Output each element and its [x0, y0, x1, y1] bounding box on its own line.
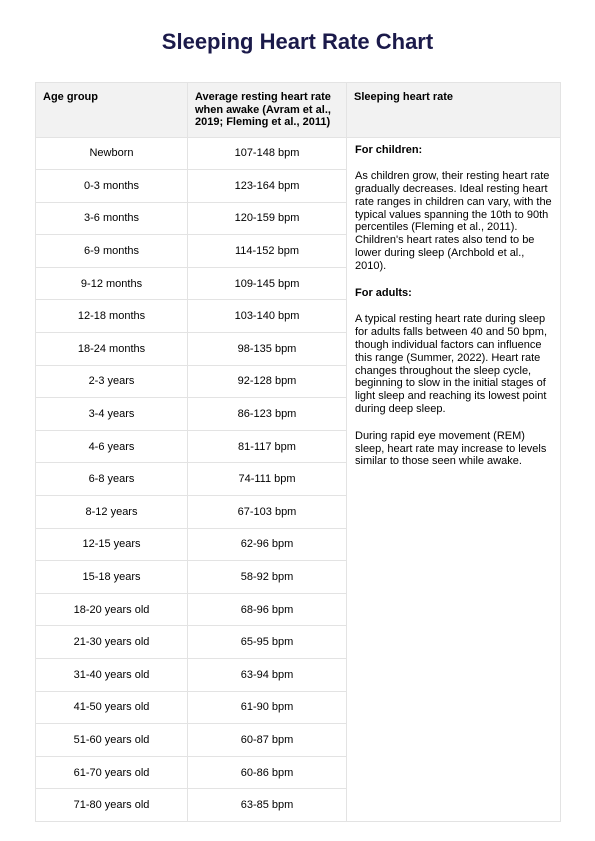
adults-heading: For adults: — [355, 286, 412, 299]
age-cell: 3-6 months — [36, 202, 188, 235]
header-sleeping-rate: Sleeping heart rate — [347, 83, 561, 138]
rate-cell: 62-96 bpm — [188, 528, 347, 561]
rate-cell: 123-164 bpm — [188, 170, 347, 203]
page-title: Sleeping Heart Rate Chart — [161, 29, 434, 54]
header-age-group: Age group — [36, 83, 188, 138]
age-cell: 2-3 years — [36, 365, 188, 398]
rate-cell: 67-103 bpm — [188, 496, 347, 529]
table-row — [36, 137, 561, 170]
rate-cell: 60-86 bpm — [188, 756, 347, 789]
age-cell: 18-20 years old — [36, 593, 188, 626]
rate-cell: 58-92 bpm — [188, 561, 347, 594]
age-cell: 8-12 years — [36, 496, 188, 529]
age-cell: 71-80 years old — [36, 789, 188, 822]
sleeping-notes-cell — [347, 137, 561, 821]
rate-cell: 63-94 bpm — [188, 659, 347, 692]
age-cell: 0-3 months — [36, 170, 188, 203]
age-cell: 4-6 years — [36, 430, 188, 463]
rem-text: During rapid eye movement (REM) sleep, heart rate may increase to levels similar to those seen while awake. — [355, 429, 547, 468]
header-awake-rate: Average resting heart rate when awake (Avram et al., 2019; Fleming et al., 2011) — [188, 83, 347, 138]
rate-cell: 74-111 bpm — [188, 463, 347, 496]
rate-cell: 86-123 bpm — [188, 398, 347, 431]
rate-cell: 61-90 bpm — [188, 691, 347, 724]
rate-cell: 81-117 bpm — [188, 430, 347, 463]
rate-cell: 98-135 bpm — [188, 333, 347, 366]
age-cell: 6-8 years — [36, 463, 188, 496]
age-cell: 51-60 years old — [36, 724, 188, 757]
heart-rate-table — [35, 82, 561, 822]
rate-cell: 103-140 bpm — [188, 300, 347, 333]
age-cell: 31-40 years old — [36, 659, 188, 692]
age-cell: 9-12 months — [36, 267, 188, 300]
rate-cell: 107-148 bpm — [188, 137, 347, 170]
rate-cell: 92-128 bpm — [188, 365, 347, 398]
table-header-row — [36, 83, 561, 138]
table-body — [36, 137, 561, 821]
age-cell: 61-70 years old — [36, 756, 188, 789]
age-cell: 12-15 years — [36, 528, 188, 561]
age-cell: 21-30 years old — [36, 626, 188, 659]
age-cell: 15-18 years — [36, 561, 188, 594]
age-cell: 12-18 months — [36, 300, 188, 333]
rate-cell: 120-159 bpm — [188, 202, 347, 235]
children-text: As children grow, their resting heart rate gradually decreases. Ideal resting heart rate ranges in children can vary, with the typical values spanning the 10th to 90th percentiles (Fleming et al., 2011). Children's heart rates also tend to be lower during sleep (Archbold et al., 2010). — [355, 170, 552, 272]
rate-cell: 65-95 bpm — [188, 626, 347, 659]
age-cell: 3-4 years — [36, 398, 188, 431]
age-cell: 18-24 months — [36, 333, 188, 366]
rate-cell: 60-87 bpm — [188, 724, 347, 757]
children-heading: For children: — [355, 143, 423, 156]
age-cell: 6-9 months — [36, 235, 188, 268]
age-cell: Newborn — [36, 137, 188, 170]
rate-cell: 109-145 bpm — [188, 267, 347, 300]
rate-cell: 114-152 bpm — [188, 235, 347, 268]
age-cell: 41-50 years old — [36, 691, 188, 724]
adults-text: A typical resting heart rate during sleep for adults falls between 40 and 50 bpm, though individual factors can influence this range (Summer, 2022). Heart rate changes throughout the sleep cycle, beginning to slow in the initial stages of light sleep and reaching its lowest point during deep sleep. — [355, 313, 548, 416]
rate-cell: 68-96 bpm — [188, 593, 347, 626]
rate-cell: 63-85 bpm — [188, 789, 347, 822]
